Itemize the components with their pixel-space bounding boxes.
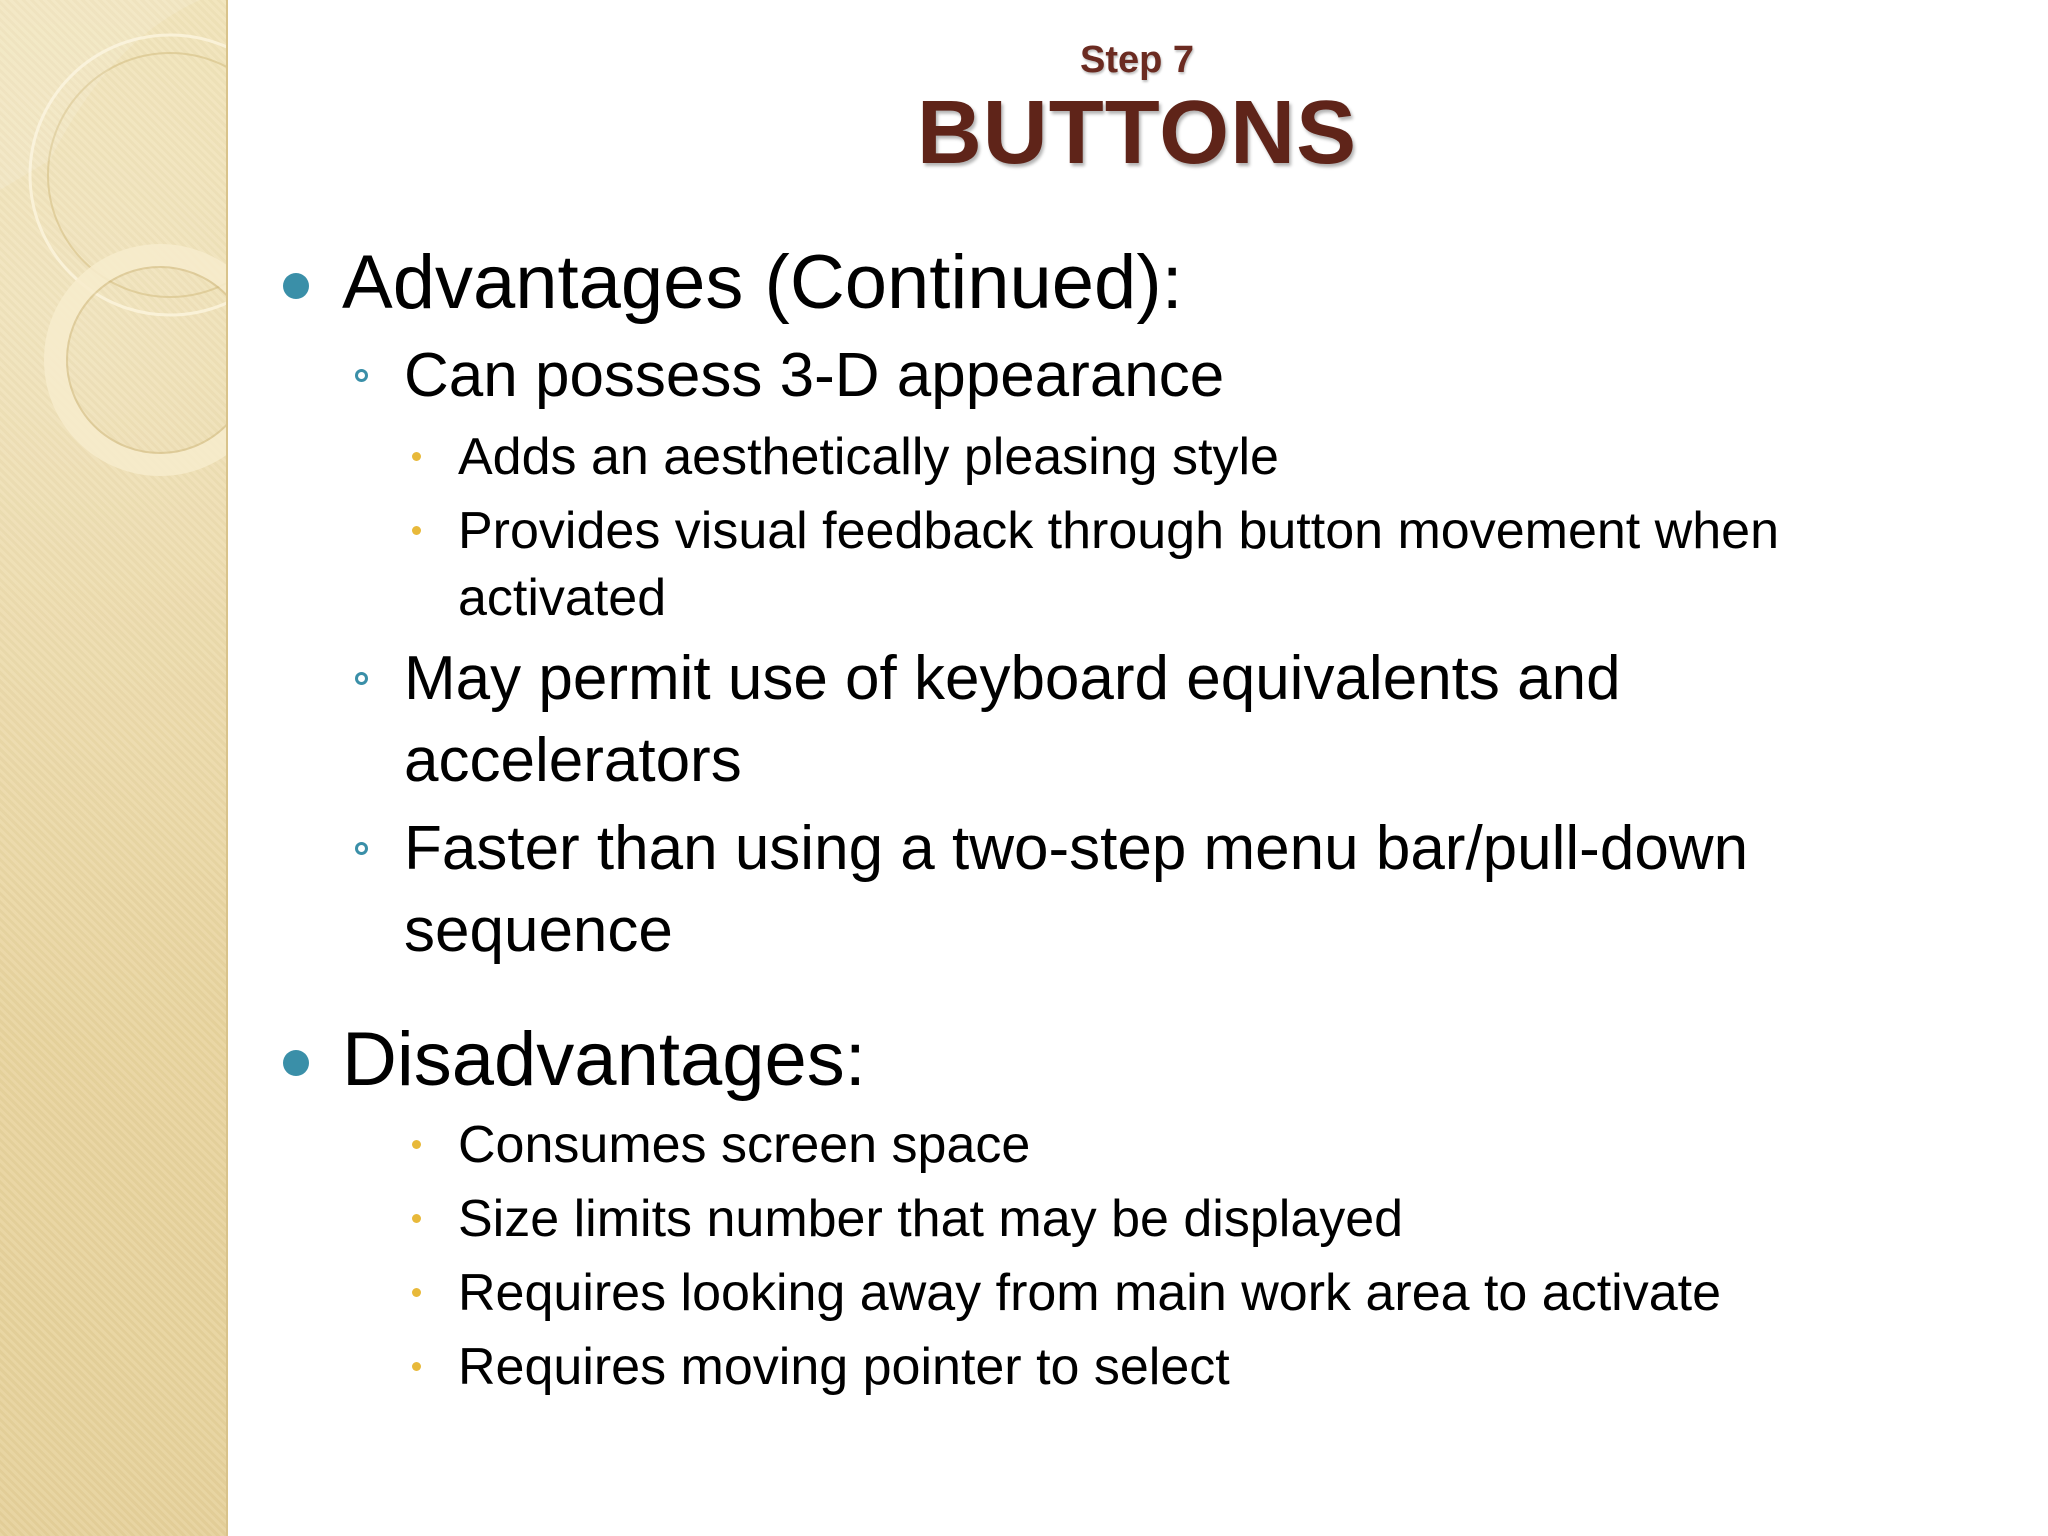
advantage-item: Faster than using a two-step menu bar/pull-down	[404, 814, 1749, 883]
advantage-item: May permit use of keyboard equivalents and	[404, 644, 1621, 713]
sub-sub-bullet-icon	[412, 1288, 421, 1297]
disadvantage-item: Requires moving pointer to select	[458, 1338, 1230, 1396]
decorative-rings-icon	[0, 0, 226, 520]
sub-bullet-circle-icon	[355, 842, 368, 855]
sub-sub-bullet-icon	[412, 1362, 421, 1371]
slide-title: BUTTONS	[916, 83, 1358, 183]
bullet-dot-icon	[283, 1050, 309, 1076]
bullet-dot-icon	[283, 273, 309, 299]
advantage-item-continued: sequence	[404, 896, 673, 965]
advantage-item: Can possess 3-D appearance	[404, 341, 1225, 410]
advantage-item-continued: accelerators	[404, 726, 742, 795]
advantages-heading: Advantages (Continued):	[342, 240, 1183, 325]
title-area	[226, 36, 2048, 182]
advantage-detail-continued: activated	[458, 569, 667, 627]
disadvantage-item: Size limits number that may be displayed	[458, 1190, 1404, 1248]
sub-sub-bullet-icon	[412, 526, 421, 535]
decorative-side-band	[0, 0, 228, 1536]
disadvantage-item: Requires looking away from main work area to activate	[458, 1264, 1722, 1322]
sub-bullet-circle-icon	[355, 672, 368, 685]
sub-sub-bullet-icon	[412, 1214, 421, 1223]
advantage-detail: Adds an aesthetically pleasing style	[458, 428, 1279, 486]
sub-sub-bullet-icon	[412, 452, 421, 461]
sub-bullet-circle-icon	[355, 369, 368, 382]
advantage-detail: Provides visual feedback through button movement when	[458, 502, 1779, 560]
disadvantage-item: Consumes screen space	[458, 1116, 1031, 1174]
sub-sub-bullet-icon	[412, 1140, 421, 1149]
disadvantages-heading: Disadvantages:	[342, 1017, 866, 1102]
slide-subtitle: Step 7	[1079, 39, 1195, 81]
